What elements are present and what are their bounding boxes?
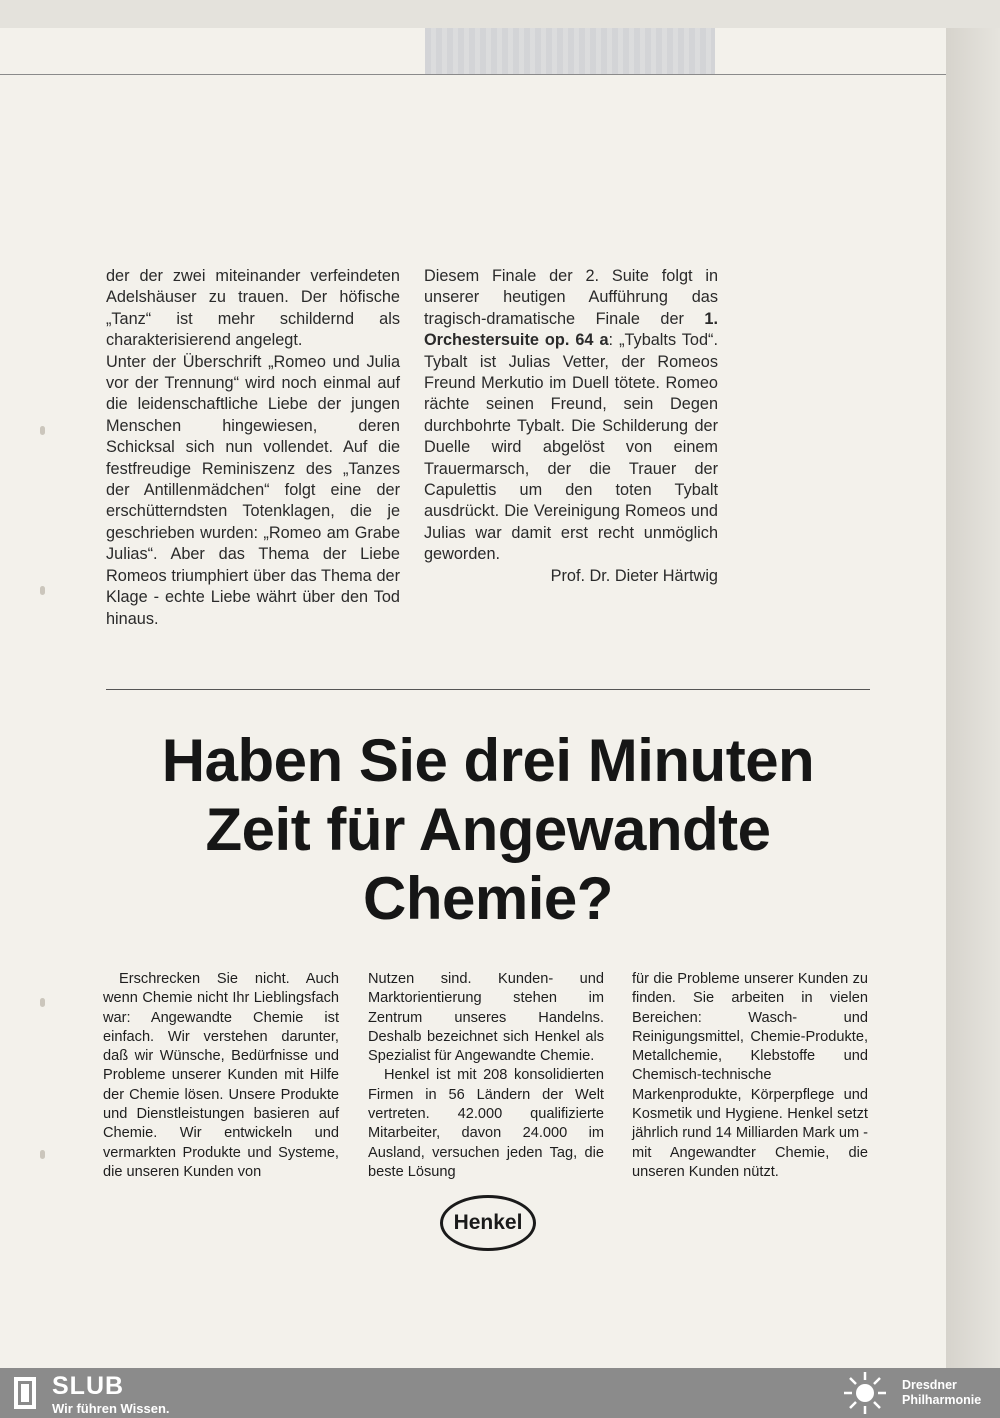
advert-paragraph: Erschrecken Sie nicht. Auch wenn Chemie nicht Ihr Lieblingsfach war: Angewandte Chemie ist einfach. Wir verstehen darunter, daß wir Wünsche, Bedürfnisse und Probleme unserer Kunden mit Hilfe der Chemie lösen. Unsere Produkte und Dienstleistungen basieren auf Chemie. Wir entwickeln und vermarkten Produkte und Systeme, die unseren Kunden von <box>103 971 339 1180</box>
author-signature: Prof. Dr. Dieter Härtwig <box>550 566 718 585</box>
partner-name-line: Philharmonie <box>902 1393 982 1407</box>
advert-column-1 <box>103 970 339 1182</box>
article-left-column <box>106 266 400 630</box>
section-divider <box>106 689 870 690</box>
advert-paragraph: Nutzen sind. Kunden- und Marktorientierung stehen im Zentrum unseres Handelns. Deshalb bezeichnet sich Henkel als Spezialist für Angewandte Chemie. <box>368 971 604 1065</box>
binding-hole <box>40 1150 45 1159</box>
article-paragraph: Unter der Überschrift „Romeo und Julia vor der Trennung“ wird noch einmal auf die leidenschaftliche Liebe der jungen Menschen hingewiesen, deren Schicksal sich nun vollendet. Auf die festfreudige Reminiszenz des „Tanzes der Antillenmädchen“ folgt eine der erschütterndsten Totenklagen, die je geschrieben wurden: „Romeo am Grabe Julias“. Aber das Thema der Liebe Romeos triumphiert über das Thema der Klage - echte Liebe währt über den Tod hinaus. <box>106 352 400 628</box>
henkel-logo <box>440 1195 536 1251</box>
headline-line: Chemie? <box>363 865 613 932</box>
headline-line: Zeit für Angewandte <box>205 796 771 863</box>
work-title: 1. Orchestersuite op. 64 a <box>424 309 718 350</box>
partner-name <box>902 1378 981 1408</box>
advert-column-2 <box>368 970 604 1182</box>
advert-paragraph: Henkel ist mit 208 konsolidierten Firmen in 56 Ländern der Welt vertreten. 42.000 qualifizierte Mitarbeiter, davon 24.000 im Ausland, versuchen jeden Tag, die beste Lösung <box>368 1067 604 1180</box>
viewer-footer-bar <box>0 1368 1000 1418</box>
headline-line: Haben Sie drei Minuten <box>161 727 815 794</box>
binding-hole <box>40 426 45 435</box>
show-through-pattern <box>425 28 715 74</box>
partner-name-line: Dresdner <box>902 1378 957 1392</box>
article-paragraph <box>424 266 718 566</box>
page-edge-shadow <box>946 28 1000 1368</box>
advert-column-3 <box>632 970 868 1182</box>
slub-logo-icon <box>12 1375 38 1411</box>
library-tagline: Wir führen Wissen. <box>52 1401 170 1416</box>
top-rule <box>0 74 946 75</box>
article-right-column <box>424 266 718 587</box>
advert-paragraph: für die Probleme unserer Kunden zu finden. Sie arbeiten in vielen Bereichen: Wasch- und Reinigungsmittel, Chemie-Produkte, Metallchemie, Klebstoffe und Chemisch-technische Markenprodukte, Körperpflege und Kosmetik und Hygiene. Henkel setzt jährlich rund 14 Milliarden Mark um - mit Angewandter Chemie, die unseren Kunden nützt. <box>632 971 869 1180</box>
article-paragraph: der der zwei miteinander verfeindeten Adelshäuser zu trauen. Der höfische „Tanz“ ist mehr schildernd als charakterisierend angelegt. <box>106 267 400 350</box>
article-text: Diesem Finale der 2. Suite folgt in unserer heutigen Aufführung das tragisch-dramatische Finale der <box>424 267 718 328</box>
article-text: : „Tybalts Tod“. Tybalt ist Julias Vetter, der Romeos Freund Merkutio im Duell tötete. Romeo rächte seinen Freund, sein Degen durchbohrte Tybalt. Die Schilderung der Duelle wird abgelöst von einem Trauermarsch, der die Trauer der Capulettis um den toten Tybalt ausdrückt. Die Vereinigung Romeos und Julias war damit erst recht unmöglich geworden. <box>424 331 718 564</box>
binding-hole <box>40 586 45 595</box>
philharmonie-sun-icon <box>842 1370 888 1416</box>
logo-text: Henkel <box>453 1211 523 1234</box>
binding-hole <box>40 998 45 1007</box>
advert-headline <box>100 726 876 933</box>
library-name: SLUB <box>52 1372 125 1400</box>
